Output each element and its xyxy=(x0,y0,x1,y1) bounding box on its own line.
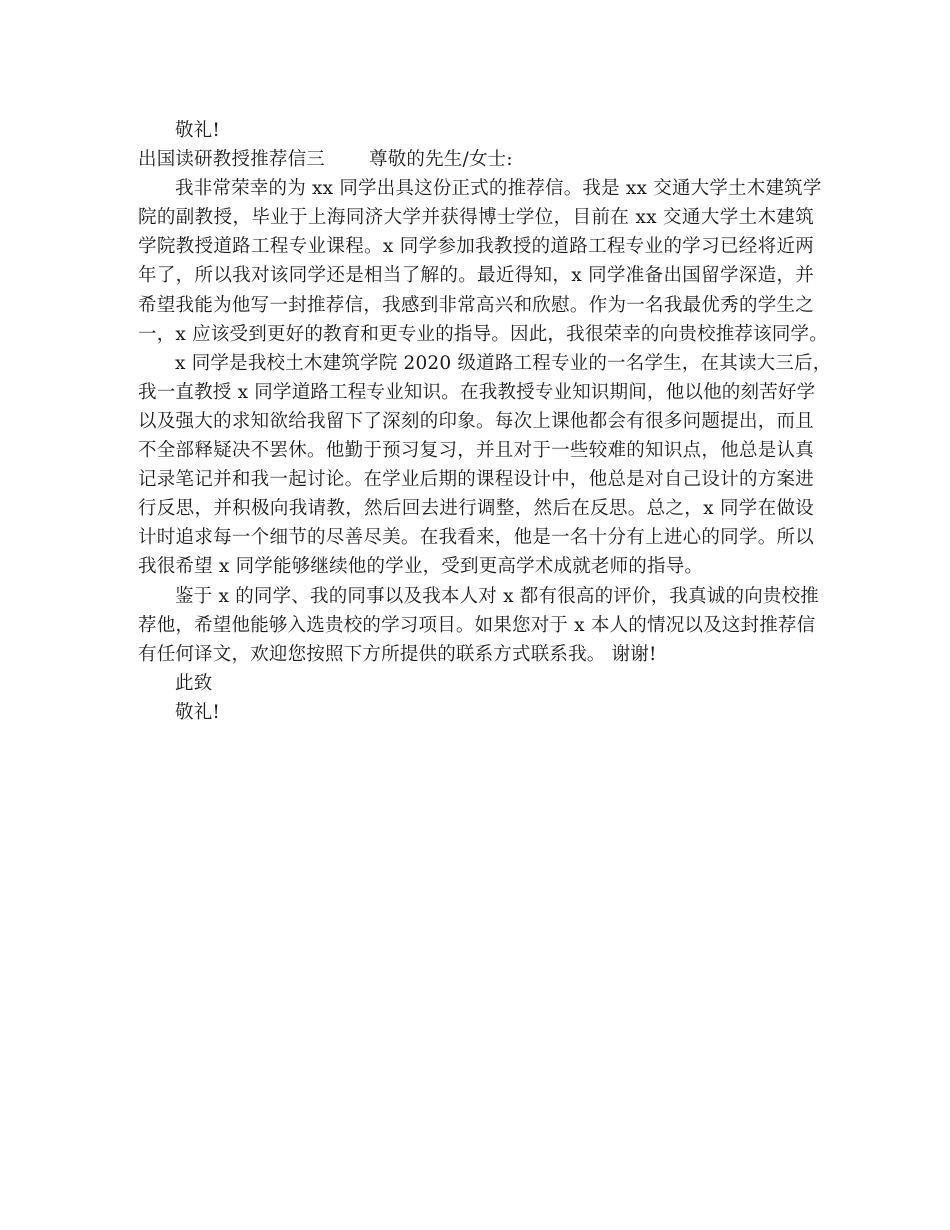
top-closing: 敬礼! xyxy=(175,120,221,141)
paragraph-line: 我很希望 x 同学能够继续他的学业，受到更高学术成就老师的指导。 xyxy=(138,556,704,578)
paragraph-line: 我一直教授 x 同学道路工程专业知识。在我教授专业知识期间，他以他的刻苦好学 xyxy=(138,381,816,403)
letter-body xyxy=(138,116,832,727)
paragraph-line: x 同学是我校土木建筑学院 2020 级道路工程专业的一名学生，在其读大三后， xyxy=(175,352,832,374)
paragraph-line: 行反思，并积极向我请教，然后回去进行调整，然后在反思。总之，x 同学在做设 xyxy=(138,498,814,520)
paragraph-line: 荐他，希望他能够入选贵校的学习项目。如果您对于 x 本人的情况以及这封推荐信 xyxy=(138,614,816,636)
paragraph-3 xyxy=(138,582,819,669)
paragraph-line: 年了，所以我对该同学还是相当了解的。最近得知，x 同学准备出国留学深造，并 xyxy=(138,265,814,287)
closing-line-1: 此致 xyxy=(175,672,213,694)
paragraph-line: 我非常荣幸的为 xx 同学出具这份正式的推荐信。我是 xx 交通大学土木建筑学 xyxy=(175,178,822,200)
closing-line-2: 敬礼! xyxy=(175,701,221,723)
paragraph-line: 一，x 应该受到更好的教育和更专业的指导。因此，我很荣幸的向贵校推荐该同学。 xyxy=(138,323,828,345)
paragraph-line: 院的副教授，毕业于上海同济大学并获得博士学位，目前在 xx 交通大学土木建筑 xyxy=(138,207,814,229)
paragraph-line: 不全部释疑决不罢休。他勤于预习复习，并且对于一些较难的知识点，他总是认真 xyxy=(138,440,814,462)
paragraph-1 xyxy=(138,174,828,349)
paragraph-line: 鉴于 x 的同学、我的同事以及我本人对 x 都有很高的评价，我真诚的向贵校推 xyxy=(175,585,819,607)
paragraph-line: 学院教授道路工程专业课程。x 同学参加我教授的道路工程专业的学习已经将近两 xyxy=(138,236,814,258)
letter-heading: 出国读研教授推荐信三 xyxy=(138,149,326,171)
heading-line xyxy=(138,145,814,174)
salutation: 尊敬的先生/女士: xyxy=(369,149,513,171)
paragraph-line: 计时追求每一个细节的尽善尽美。在我看来，他是一名十分有上进心的同学。所以 xyxy=(138,527,814,549)
paragraph-line: 以及强大的求知欲给我留下了深刻的印象。每次上课他都会有很多问题提出，而且 xyxy=(138,410,814,432)
paragraph-line: 希望我能为他写一封推荐信，我感到非常高兴和欣慰。作为一名我最优秀的学生之 xyxy=(138,294,814,316)
paragraph-line: 记录笔记并和我一起讨论。在学业后期的课程设计中，他总是对自己设计的方案进 xyxy=(138,469,814,491)
paragraph-2 xyxy=(138,349,832,582)
paragraph-line: 有任何译文，欢迎您按照下方所提供的联系方式联系我。 谢谢! xyxy=(138,643,657,665)
